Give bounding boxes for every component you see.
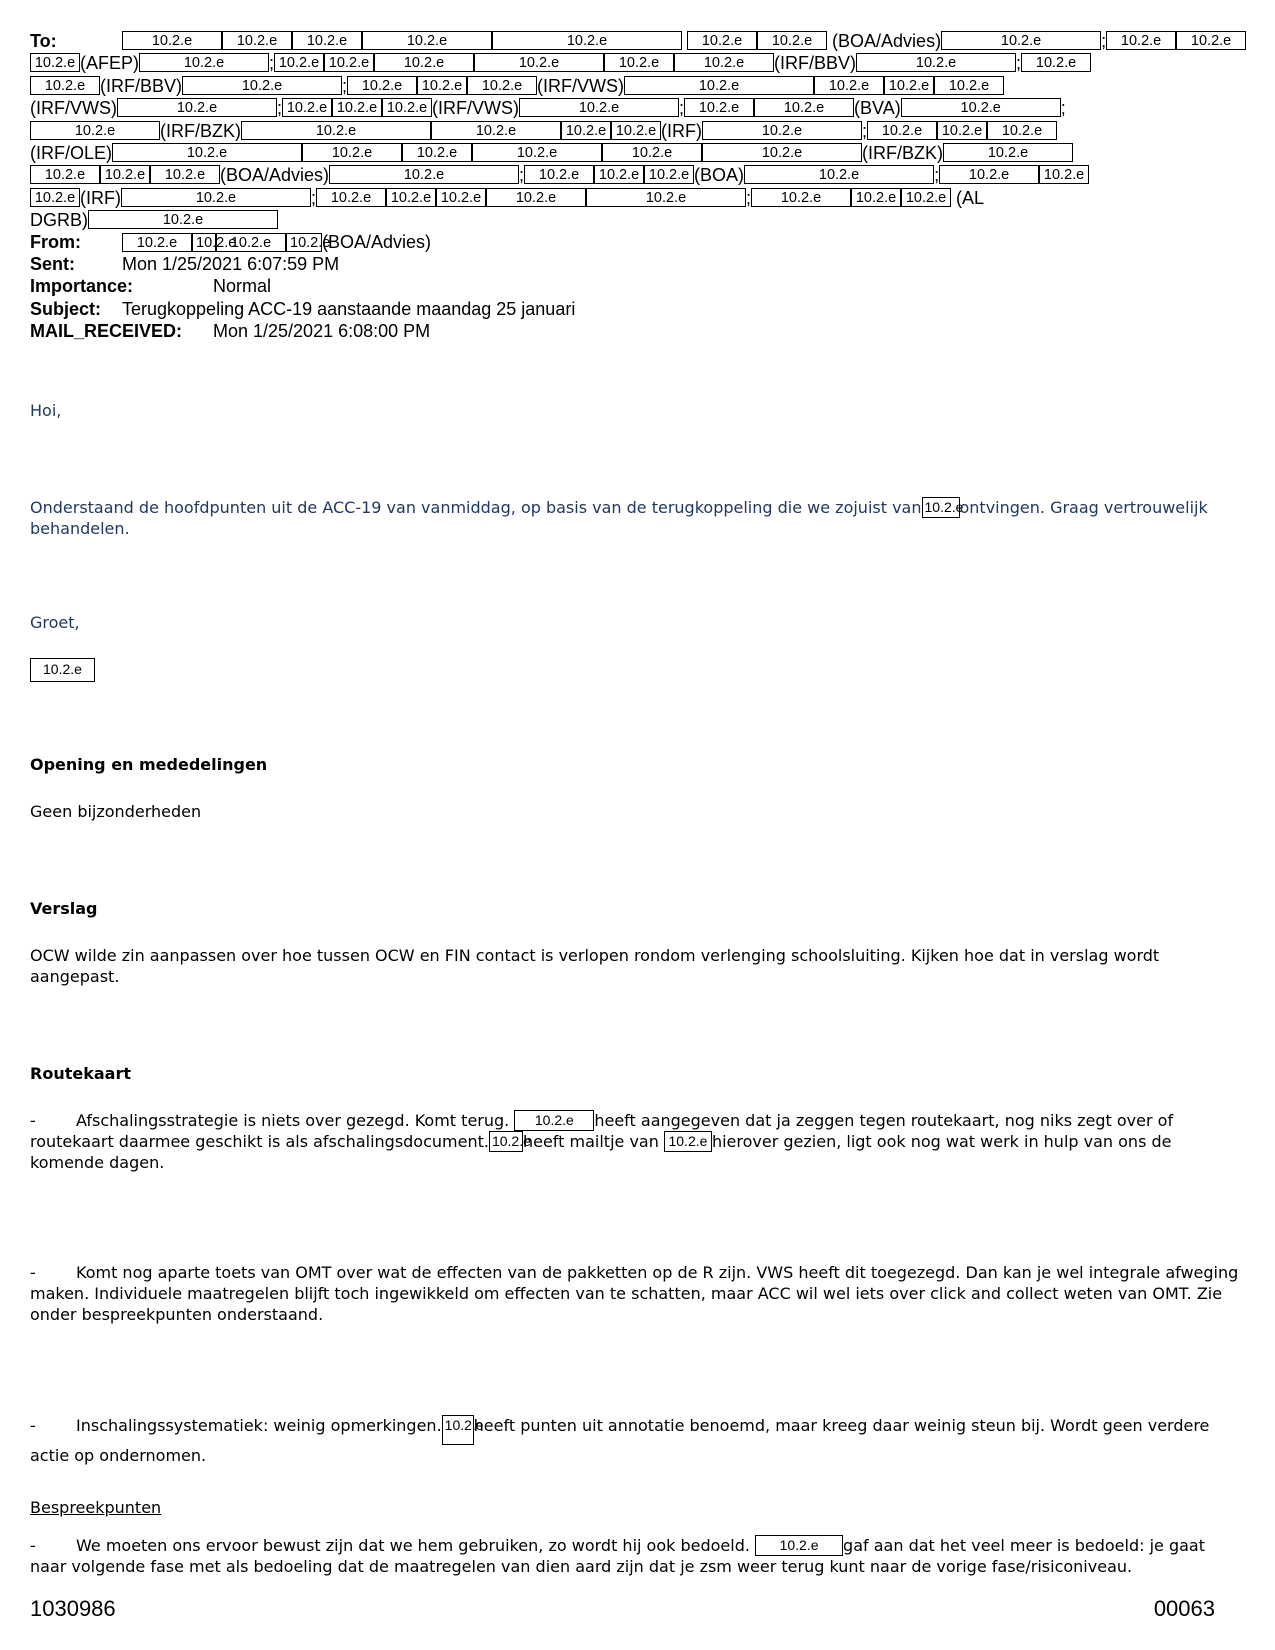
redaction-box: 10.2.e <box>417 76 467 95</box>
redaction-box: 10.2.e <box>431 121 561 140</box>
section-verslag-text: OCW wilde zin aanpassen over hoe tussen OCW en FIN contact is verlopen rondom verlenging schoolsluiting. Kijken hoe dat in verslag wordt aangepast. <box>30 946 1160 986</box>
redaction-box: 10.2.e <box>100 165 150 184</box>
signature <box>30 658 1240 682</box>
separator: ; <box>1016 53 1022 74</box>
bullet-dash: - <box>30 1263 36 1282</box>
redaction-box: 10.2.e <box>1106 31 1176 50</box>
redaction-box: 10.2.e <box>30 76 100 95</box>
greeting: Hoi, <box>30 401 62 420</box>
received-value: Mon 1/25/2021 6:08:00 PM <box>213 321 431 342</box>
redaction-box: 10.2.e <box>519 98 679 117</box>
redaction-box: 10.2.e <box>922 497 960 518</box>
bullet-text: We moeten ons ervoor bewust zijn dat we hem gebruiken, zo wordt hij ook bedoeld. <box>76 1536 750 1555</box>
recipient-org: (IRF) <box>661 120 702 141</box>
from-row <box>30 232 1240 254</box>
redaction-box: 10.2.e <box>316 188 386 207</box>
bullet-2 <box>30 1262 1240 1325</box>
redaction-box: 10.2.e <box>382 98 432 117</box>
to-row-6 <box>30 142 1240 164</box>
redaction-box: 10.2.e <box>150 165 220 184</box>
redaction-box: 10.2.e <box>611 121 661 140</box>
redaction-box: 10.2.e <box>489 1131 523 1152</box>
sent-label: Sent: <box>30 253 75 274</box>
to-row-1 <box>30 30 1240 52</box>
bullet-dash: - <box>30 1536 36 1555</box>
redaction-box: 10.2.e <box>939 165 1039 184</box>
recipient-org: (IRF/VWS) <box>537 75 625 96</box>
recipient-org: (IRF/OLE) <box>30 142 113 163</box>
separator: ; <box>1101 31 1107 51</box>
separator: ; <box>679 98 685 119</box>
subject-value: Terugkoppeling ACC-19 aanstaande maandag 25 januari <box>122 298 576 319</box>
redaction-box: 10.2.e <box>604 53 674 72</box>
redaction-box: 10.2.e <box>524 165 594 184</box>
separator: ; <box>1060 98 1066 119</box>
email-header <box>30 30 1240 343</box>
redaction-box: 10.2.e <box>324 53 374 72</box>
from-label: From: <box>30 231 81 252</box>
bullet-4 <box>30 1535 1240 1577</box>
redaction-box: 10.2.e <box>386 188 436 207</box>
redaction-box: 10.2.e <box>856 53 1016 72</box>
redaction-box: 10.2.e <box>1021 53 1091 72</box>
redaction-box: 10.2.e <box>286 233 322 252</box>
redaction-box: 10.2.e <box>754 98 854 117</box>
bullet-text: heeft mailtje van <box>522 1132 659 1151</box>
sent-value: Mon 1/25/2021 6:07:59 PM <box>122 253 340 274</box>
importance-label: Importance: <box>30 276 134 297</box>
redaction-box: 10.2.e <box>222 31 292 50</box>
redaction-box: 10.2.e <box>901 188 951 207</box>
redaction-box: 10.2.e <box>30 53 80 72</box>
to-row-9 <box>30 209 1240 231</box>
redaction-box: 10.2.e <box>814 76 884 95</box>
redaction-box: 10.2.e <box>757 31 827 50</box>
separator: ; <box>269 53 275 74</box>
redaction-box: 10.2.e <box>274 53 324 72</box>
section-opening-text: Geen bijzonderheden <box>30 802 202 821</box>
redaction-box: 10.2.e <box>937 121 987 140</box>
to-row-5 <box>30 120 1240 142</box>
redaction-box: 10.2.e <box>329 165 519 184</box>
redaction-box: 10.2.e <box>586 188 746 207</box>
recipient-org: (BVA) <box>854 98 901 119</box>
subject-label: Subject: <box>30 298 102 319</box>
redaction-box: 10.2.e <box>943 143 1073 162</box>
separator: ; <box>746 187 752 208</box>
redaction-box: 10.2.e <box>561 121 611 140</box>
redaction-box: 10.2.e <box>1039 165 1089 184</box>
bullet-text: heeft punten uit annotatie benoemd, maar kreeg daar weinig steun bij. Wordt geen verdere actie op ondernomen. <box>30 1416 1210 1465</box>
recipient-org: (IRF/BBV) <box>100 75 183 96</box>
redaction-box: 10.2.e <box>602 143 702 162</box>
redaction-box: 10.2.e <box>216 233 286 252</box>
redaction-box: 10.2.e <box>884 76 934 95</box>
separator: ; <box>519 165 525 186</box>
recipient-org: (IRF/VWS) <box>30 98 117 119</box>
intro-text-2: ontvingen. Graag vertrouwelijk behandelen. <box>30 498 1208 538</box>
redaction-box: 10.2.e <box>901 98 1061 117</box>
separator: ; <box>861 120 867 141</box>
redaction-box: 10.2.e <box>867 121 937 140</box>
redaction-box: 10.2.e <box>117 98 277 117</box>
bullet-text: gaf aan dat het veel meer is bedoeld: je gaat naar volgende fase met als bedoeling dat de maatregelen van dien aard zijn dat je zsm weer terug kunt naar de vorige fase/risiconiveau. <box>30 1536 1205 1576</box>
document-number: 1030986 <box>30 1596 116 1621</box>
recipient-org: (AL <box>956 187 985 208</box>
intro-paragraph <box>30 497 1240 539</box>
redaction-box: 10.2.e <box>664 1131 712 1152</box>
bullet-1 <box>30 1110 1240 1173</box>
section-bespreekpunten-title: Bespreekpunten <box>30 1498 162 1517</box>
separator: ; <box>934 165 940 186</box>
redaction-box: 10.2.e <box>292 31 362 50</box>
redaction-box: 10.2.e <box>934 76 1004 95</box>
bullet-dash: - <box>30 1416 36 1435</box>
recipient-org: (IRF) <box>80 187 121 208</box>
subject-row <box>30 299 1240 321</box>
section-opening-title: Opening en mededelingen <box>30 755 268 774</box>
redaction-box: 10.2.e <box>1176 31 1246 50</box>
bullet-text: Komt nog aparte toets van OMT over wat de effecten van de pakketten op de R zijn. VWS heeft dit toegezegd. Dan kan je wel integrale afweging maken. Individuele maatregelen blijft toch ingewikkeld om effecten van te schatten, maar ACC wil wel iets over click and collect weten van OMT. Zie onder bespreekpunten onderstaand. <box>30 1263 1239 1324</box>
redaction-box: 10.2.e <box>88 210 278 229</box>
redaction-box: 10.2.e <box>644 165 694 184</box>
redaction-box: 10.2.e <box>987 121 1057 140</box>
section-routekaart-title: Routekaart <box>30 1064 131 1083</box>
redaction-box: 10.2.e <box>474 53 604 72</box>
redaction-box: 10.2.e <box>192 233 216 252</box>
redaction-box: 10.2.e <box>472 143 602 162</box>
redaction-box: 10.2.e <box>241 121 431 140</box>
redaction-box: 10.2.e <box>851 188 901 207</box>
recipient-org: (IRF/BZK) <box>862 142 944 163</box>
separator: ; <box>310 187 316 208</box>
page-number: 00063 <box>1153 1596 1215 1621</box>
redaction-box: 10.2.e <box>486 188 586 207</box>
redaction-box: 10.2.e <box>684 98 754 117</box>
recipient-org: (BOA/Advies) <box>832 31 942 51</box>
redaction-box: 10.2.e <box>674 53 774 72</box>
redaction-box: 10.2.e <box>594 165 644 184</box>
recipient-org: (IRF/BZK) <box>160 120 241 141</box>
redaction-box: 10.2.e <box>347 76 417 95</box>
separator: ; <box>342 75 348 96</box>
to-label: To: <box>30 31 57 51</box>
redaction-box: 10.2.e <box>436 188 486 207</box>
to-row-3 <box>30 75 1240 97</box>
redaction-box: 10.2.e <box>122 233 192 252</box>
from-org: (BOA/Advies) <box>322 231 432 252</box>
to-row-8 <box>30 187 1240 209</box>
redaction-box: 10.2.e <box>30 121 160 140</box>
redaction-box: 10.2.e <box>755 1535 843 1556</box>
sent-row <box>30 254 1240 276</box>
importance-row <box>30 276 1240 298</box>
separator: ; <box>277 98 283 119</box>
redaction-box: 10.2.e <box>30 165 100 184</box>
bullet-text: Afschalingsstrategie is niets over gezegd. Komt terug. <box>76 1111 510 1130</box>
recipient-org: DGRB) <box>30 210 88 231</box>
bullet-text: Inschalingssystematiek: weinig opmerkingen. <box>76 1416 442 1435</box>
redaction-box: 10.2.e <box>332 98 382 117</box>
section-verslag-title: Verslag <box>30 899 98 918</box>
redaction-box: 10.2.e <box>624 76 814 95</box>
bullet-text: heeft aangegeven dat ja zeggen tegen routekaart, nog niks zegt over of routekaart daarmee geschikt is als afschalingsdocument. <box>30 1111 1174 1151</box>
redaction-box: 10.2.e <box>492 31 682 50</box>
importance-value: Normal <box>213 276 272 297</box>
redaction-box: 10.2.e <box>30 658 95 682</box>
redaction-box: 10.2.e <box>121 188 311 207</box>
document-page <box>30 0 1245 1650</box>
redaction-box: 10.2.e <box>282 98 332 117</box>
redaction-box: 10.2.e <box>941 31 1101 50</box>
redaction-box: 10.2.e <box>402 143 472 162</box>
bullet-text: hierover gezien, ligt ook nog wat werk in hulp van ons de komende dagen. <box>30 1132 1172 1172</box>
recipient-list <box>30 30 1240 232</box>
to-row-2 <box>30 52 1240 74</box>
received-label: MAIL_RECEIVED: <box>30 321 183 342</box>
to-row-7 <box>30 164 1240 186</box>
recipient-org: (BOA/Advies) <box>220 165 330 186</box>
redaction-box: 10.2.e <box>182 76 342 95</box>
redaction-box: 10.2.e <box>751 188 851 207</box>
redaction-box: 10.2.e <box>374 53 474 72</box>
recipient-org: (AFEP) <box>80 53 140 74</box>
redaction-box: 10.2.e <box>687 31 757 50</box>
redaction-box: 10.2.e <box>302 143 402 162</box>
redaction-box: 10.2.e <box>744 165 934 184</box>
recipient-org: (IRF/BBV) <box>774 53 857 74</box>
redaction-box: 10.2.e <box>467 76 537 95</box>
redaction-box: 10.2.e <box>112 143 302 162</box>
to-row-4 <box>30 97 1240 119</box>
recipient-org: (IRF/VWS) <box>432 98 520 119</box>
redaction-box: 10.2.e <box>30 188 80 207</box>
intro-text-1: Onderstaand de hoofdpunten uit de ACC-19 van vanmiddag, op basis van de terugkoppeling die we zojuist van <box>30 498 922 517</box>
redaction-box: 10.2.e <box>442 1415 474 1445</box>
redaction-box: 10.2.e <box>514 1110 594 1131</box>
redaction-box: 10.2.e <box>702 121 862 140</box>
bullet-3 <box>30 1415 1240 1466</box>
recipient-org: (BOA) <box>694 165 745 186</box>
received-row <box>30 321 1240 343</box>
redaction-box: 10.2.e <box>122 31 222 50</box>
closing: Groet, <box>30 613 80 632</box>
redaction-box: 10.2.e <box>702 143 862 162</box>
redaction-box: 10.2.e <box>139 53 269 72</box>
bullet-dash: - <box>30 1111 36 1130</box>
redaction-box: 10.2.e <box>362 31 492 50</box>
